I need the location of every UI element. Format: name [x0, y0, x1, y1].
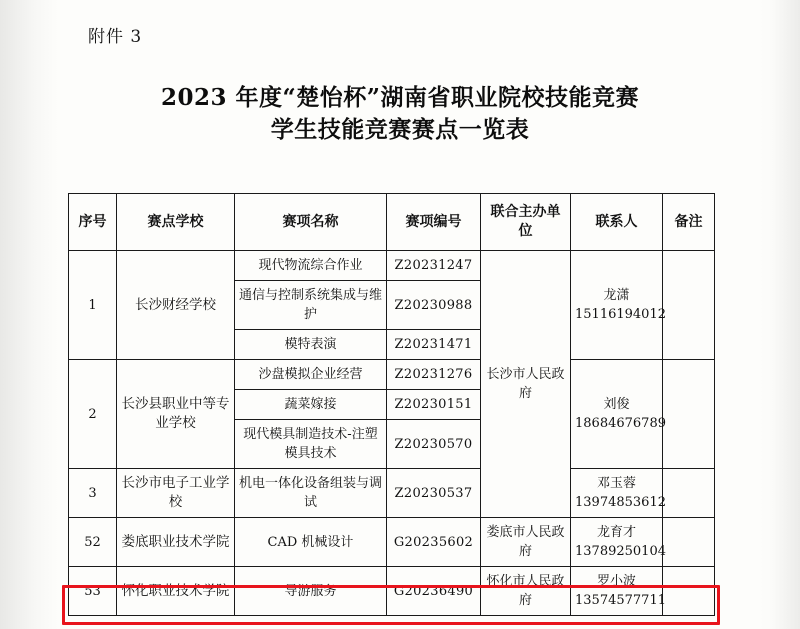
contact-name: 邓玉蓉 [596, 476, 636, 491]
cell-index: 52 [69, 518, 117, 567]
column-header-school: 赛点学校 [117, 194, 235, 251]
cell-contact [571, 469, 666, 518]
cell-event-code: Z20230537 [387, 469, 481, 518]
cell-remark [663, 251, 715, 360]
cell-event-name: 蔬菜嫁接 [235, 390, 387, 420]
cell-event-name: 通信与控制系统集成与维护 [235, 281, 387, 330]
table-row [69, 518, 715, 567]
table-row-highlighted [69, 567, 715, 616]
table-row [69, 251, 715, 281]
cell-contact [571, 518, 666, 567]
contact-phone: 13574577711 [575, 593, 666, 608]
contact-name: 龙育才 [596, 525, 636, 540]
column-header-organizer: 联合主办单位 [481, 194, 571, 251]
cell-event-code: G20235602 [387, 518, 481, 567]
cell-event-code: Z20231471 [387, 330, 481, 360]
cell-school: 长沙县职业中等专业学校 [117, 360, 235, 469]
table-row [69, 360, 715, 390]
page-title-line2: 学生技能竞赛赛点一览表 [270, 116, 530, 143]
cell-index: 1 [69, 251, 117, 360]
cell-remark [663, 469, 715, 518]
venue-table [68, 193, 715, 616]
contact-name: 罗小波 [596, 574, 636, 589]
cell-organizer: 长沙市人民政府 [481, 251, 571, 518]
table-header-row [69, 194, 715, 251]
cell-event-name: 现代模具制造技术-注塑模具技术 [235, 420, 387, 469]
table-row [69, 469, 715, 518]
cell-event-code: Z20231247 [387, 251, 481, 281]
column-header-event-code: 赛项编号 [387, 194, 481, 251]
cell-index: 2 [69, 360, 117, 469]
cell-organizer: 怀化市人民政府 [481, 567, 571, 616]
cell-event-name: 现代物流综合作业 [235, 251, 387, 281]
cell-event-code: Z20231276 [387, 360, 481, 390]
contact-name: 龙潇 [603, 288, 630, 303]
cell-event-name: 机电一体化设备组装与调试 [235, 469, 387, 518]
cell-school: 长沙财经学校 [117, 251, 235, 360]
cell-event-name: 沙盘模拟企业经营 [235, 360, 387, 390]
contact-phone: 13789250104 [575, 544, 666, 559]
cell-remark [663, 567, 715, 616]
page-title [60, 82, 740, 146]
contact-phone: 18684676789 [575, 416, 666, 431]
cell-event-name: 导游服务 [235, 567, 387, 616]
cell-organizer: 娄底市人民政府 [481, 518, 571, 567]
cell-contact [571, 567, 666, 616]
cell-remark [663, 518, 715, 567]
contact-name: 刘俊 [603, 397, 630, 412]
cell-contact [571, 251, 666, 360]
cell-school: 娄底职业技术学院 [117, 518, 235, 567]
cell-event-name: CAD 机械设计 [235, 518, 387, 567]
cell-contact [571, 360, 666, 469]
attachment-label: 附件 3 [88, 27, 143, 47]
column-header-remark: 备注 [663, 194, 715, 251]
cell-event-code: Z20230151 [387, 390, 481, 420]
cell-remark [663, 360, 715, 469]
cell-event-code: Z20230988 [387, 281, 481, 330]
cell-event-code: G20236490 [387, 567, 481, 616]
contact-phone: 13974853612 [575, 495, 666, 510]
cell-event-name: 模特表演 [235, 330, 387, 360]
column-header-contact: 联系人 [571, 194, 663, 251]
page-title-line1: 2023 年度“楚怡杯”湖南省职业院校技能竞赛 [161, 84, 639, 111]
cell-school: 长沙市电子工业学校 [117, 469, 235, 518]
cell-index: 53 [69, 567, 117, 616]
cell-school: 怀化职业技术学院 [117, 567, 235, 616]
contact-phone: 15116194012 [575, 307, 666, 322]
cell-index: 3 [69, 469, 117, 518]
column-header-index: 序号 [69, 194, 117, 251]
column-header-event-name: 赛项名称 [235, 194, 387, 251]
cell-event-code: Z20230570 [387, 420, 481, 469]
